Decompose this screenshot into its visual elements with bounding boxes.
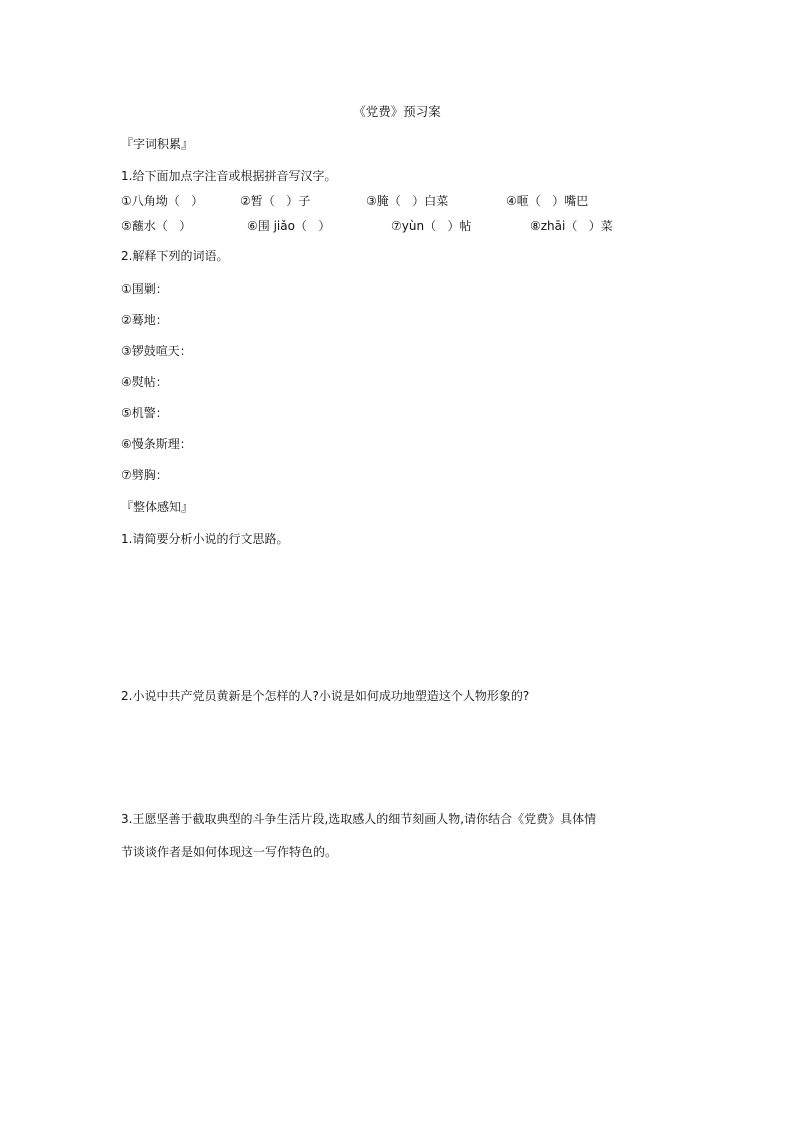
- section-heading-vocabulary: 『字词积累』: [121, 137, 194, 151]
- question-2-prompt: 2.解释下列的词语。: [121, 249, 229, 263]
- pinyin-item-7: ⑦yùn（ ）帖: [391, 219, 472, 233]
- term-item: ②蓦地：: [121, 313, 168, 327]
- pinyin-item-3: ③腌（ ）白菜: [366, 194, 449, 208]
- question-1-prompt: 1.给下面加点字注音或根据拼音写汉字。: [121, 169, 337, 183]
- overview-question-3-line-2: 节谈谈作者是如何体现这一写作特色的。: [121, 845, 338, 859]
- term-item: ⑦劈胸：: [121, 468, 168, 482]
- section-heading-overview: 『整体感知』: [121, 500, 194, 514]
- pinyin-item-8: ⑧zhāi（ ）菜: [530, 219, 613, 233]
- term-item: ⑥慢条斯理：: [121, 437, 192, 451]
- pinyin-item-5: ⑤蘸水（ ）: [121, 219, 192, 233]
- term-item: ④熨帖：: [121, 375, 168, 389]
- overview-question-3-line-1: 3.王愿坚善于截取典型的斗争生活片段,选取感人的细节刻画人物,请你结合《党费》具体情: [121, 812, 597, 826]
- term-item: ⑤机警：: [121, 406, 168, 420]
- overview-question-2: 2.小说中共产党员黄新是个怎样的人?小说是如何成功地塑造这个人物形象的?: [121, 689, 530, 703]
- page-title: 《党费》预习案: [353, 104, 441, 119]
- overview-question-1: 1.请简要分析小说的行文思路。: [121, 532, 289, 546]
- pinyin-item-2: ②暂（ ）子: [240, 194, 311, 208]
- term-item: ③锣鼓喧天：: [121, 344, 192, 358]
- pinyin-item-6: ⑥围 jiǎo（ ）: [247, 219, 331, 233]
- pinyin-item-1: ①八角坳（ ）: [121, 194, 204, 208]
- pinyin-item-4: ④咂（ ）嘴巴: [506, 194, 589, 208]
- term-item: ①围剿：: [121, 282, 168, 296]
